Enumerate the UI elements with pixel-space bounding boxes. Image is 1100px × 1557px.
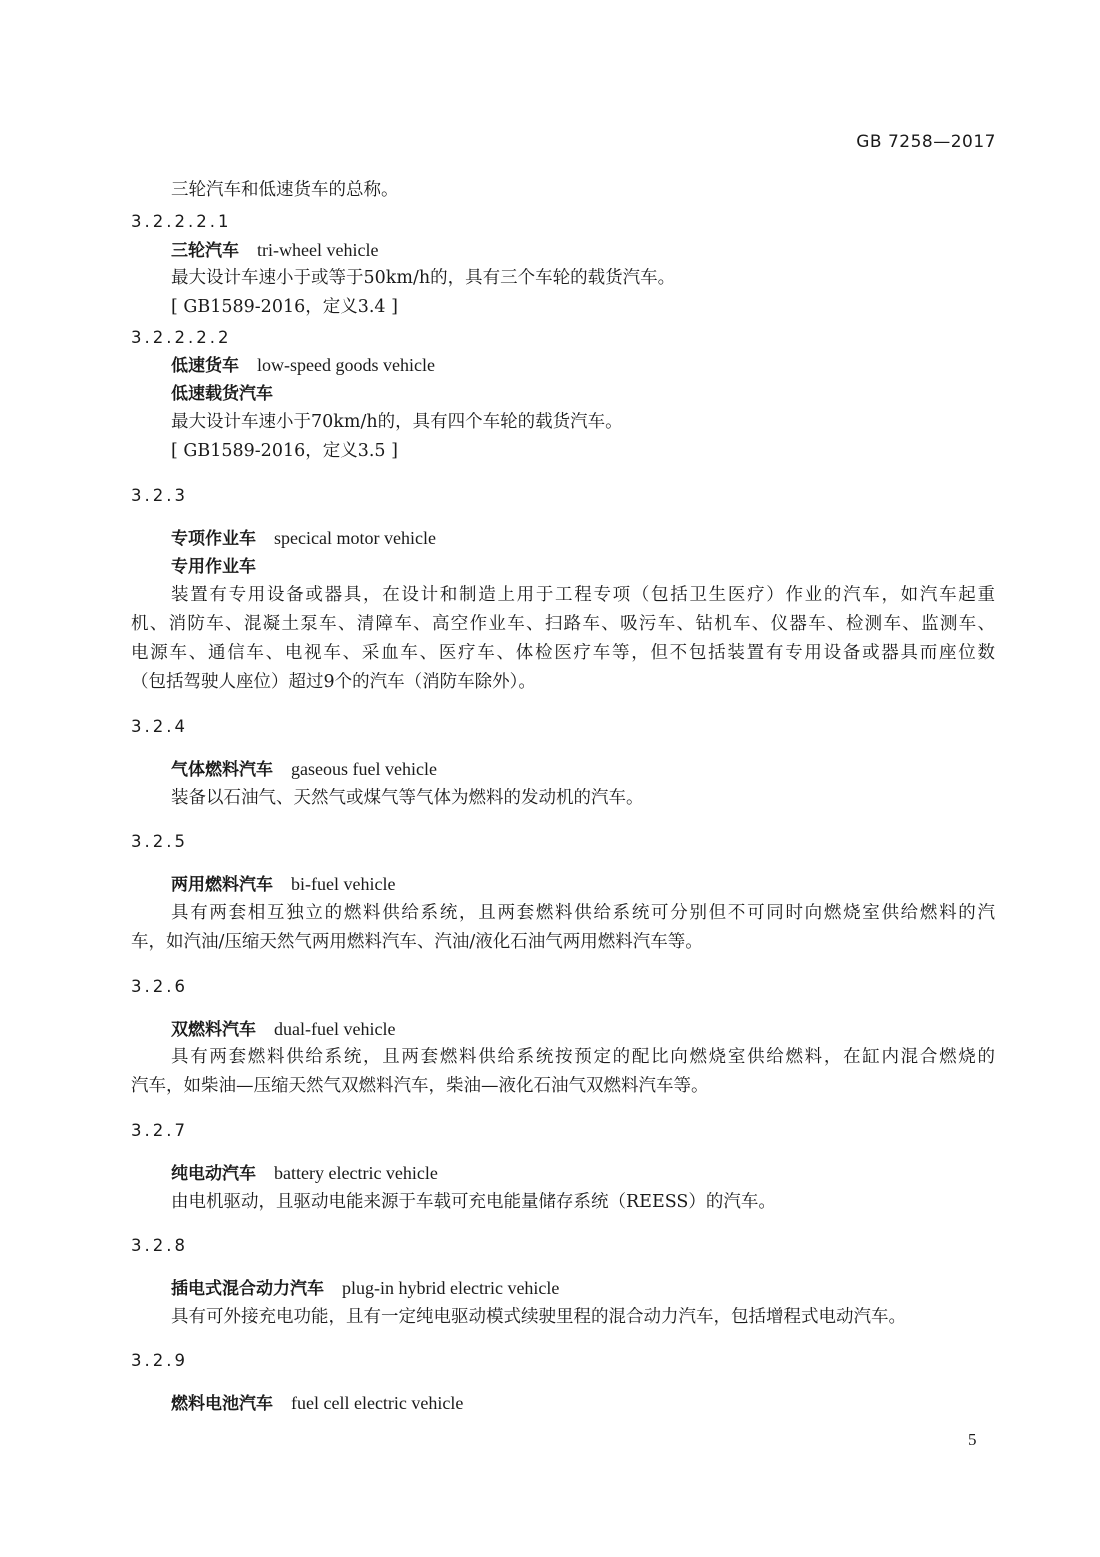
definition-line: （包括驾驶人座位）超过9个的汽车（消防车除外）。 bbox=[131, 672, 536, 692]
clause-number: 3.2.8 bbox=[131, 1236, 188, 1255]
definition-line: 最大设计车速小于70km/h的，具有四个车轮的载货汽车。 bbox=[171, 412, 623, 432]
reference-line: [ GB1589-2016，定义3.4 ] bbox=[171, 297, 398, 317]
reference-line: [ GB1589-2016，定义3.5 ] bbox=[171, 441, 398, 461]
term-entry bbox=[171, 382, 273, 406]
definition-line: 电源车、通信车、电视车、采血车、医疗车、体检医疗车等，但不包括装置有专用设备或器具而座位数 bbox=[131, 643, 995, 663]
term-entry bbox=[171, 1161, 438, 1186]
term-entry bbox=[171, 757, 437, 782]
term-chinese: 专项作业车 bbox=[171, 529, 256, 549]
definition-line: 具有可外接充电功能，且有一定纯电驱动模式续驶里程的混合动力汽车，包括增程式电动汽车。 bbox=[171, 1307, 906, 1327]
clause-number: 3.2.3 bbox=[131, 486, 188, 505]
term-entry bbox=[171, 1017, 395, 1042]
page-number: 5 bbox=[968, 1430, 977, 1449]
term-entry bbox=[171, 1276, 559, 1301]
term-english: gaseous fuel vehicle bbox=[291, 759, 437, 779]
term-chinese: 气体燃料汽车 bbox=[171, 760, 273, 780]
term-entry bbox=[171, 872, 395, 897]
term-english: fuel cell electric vehicle bbox=[291, 1393, 464, 1413]
clause-number: 3.2.2.2.1 bbox=[131, 212, 232, 231]
definition-line: 汽车，如柴油—压缩天然气双燃料汽车，柴油—液化石油气双燃料汽车等。 bbox=[131, 1076, 709, 1096]
clause-number: 3.2.9 bbox=[131, 1351, 188, 1370]
definition-line: 最大设计车速小于或等于50km/h的，具有三个车轮的载货汽车。 bbox=[171, 268, 676, 288]
definition-line: 装置有专用设备或器具，在设计和制造上用于工程专项（包括卫生医疗）作业的汽车，如汽车起重 bbox=[171, 585, 995, 605]
definition-line: 具有两套燃料供给系统，且两套燃料供给系统按预定的配比向燃烧室供给燃料，在缸内混合燃烧的 bbox=[171, 1047, 995, 1067]
definition-line: 由电机驱动，且驱动电能来源于车载可充电能量储存系统（REESS）的汽车。 bbox=[171, 1192, 776, 1212]
clause-number: 3.2.5 bbox=[131, 832, 188, 851]
term-chinese: 两用燃料汽车 bbox=[171, 875, 273, 895]
paragraph-line: 三轮汽车和低速货车的总称。 bbox=[171, 180, 399, 200]
definition-line: 具有两套相互独立的燃料供给系统，且两套燃料供给系统可分别但不可同时向燃烧室供给燃料的汽 bbox=[171, 903, 995, 923]
term-chinese: 双燃料汽车 bbox=[171, 1020, 256, 1040]
definition-line: 车，如汽油/压缩天然气两用燃料汽车、汽油/液化石油气两用燃料汽车等。 bbox=[131, 932, 703, 952]
term-chinese: 插电式混合动力汽车 bbox=[171, 1279, 324, 1299]
term-entry bbox=[171, 238, 378, 263]
term-english: tri-wheel vehicle bbox=[257, 240, 379, 260]
term-chinese: 专用作业车 bbox=[171, 557, 256, 577]
term-entry bbox=[171, 555, 256, 579]
term-chinese: 低速货车 bbox=[171, 356, 239, 376]
term-entry bbox=[171, 353, 435, 378]
term-english: dual-fuel vehicle bbox=[274, 1019, 396, 1039]
definition-line: 机、消防车、混凝土泵车、清障车、高空作业车、扫路车、吸污车、钻机车、仪器车、检测车、监测车、 bbox=[131, 614, 995, 634]
term-english: low-speed goods vehicle bbox=[257, 355, 435, 375]
term-chinese: 纯电动汽车 bbox=[171, 1164, 256, 1184]
clause-number: 3.2.2.2.2 bbox=[131, 328, 232, 347]
term-chinese: 低速载货汽车 bbox=[171, 384, 273, 404]
term-chinese: 三轮汽车 bbox=[171, 241, 239, 261]
clause-number: 3.2.7 bbox=[131, 1121, 188, 1140]
term-entry bbox=[171, 526, 436, 551]
term-english: plug-in hybrid electric vehicle bbox=[342, 1278, 560, 1298]
term-english: bi-fuel vehicle bbox=[291, 874, 396, 894]
term-entry bbox=[171, 1391, 463, 1416]
clause-number: 3.2.6 bbox=[131, 977, 188, 996]
term-english: battery electric vehicle bbox=[274, 1163, 438, 1183]
definition-line: 装备以石油气、天然气或煤气等气体为燃料的发动机的汽车。 bbox=[171, 788, 644, 808]
clause-number: 3.2.4 bbox=[131, 717, 188, 736]
term-english: specical motor vehicle bbox=[274, 528, 436, 548]
term-chinese: 燃料电池汽车 bbox=[171, 1394, 273, 1414]
standard-code: GB 7258—2017 bbox=[856, 132, 996, 152]
